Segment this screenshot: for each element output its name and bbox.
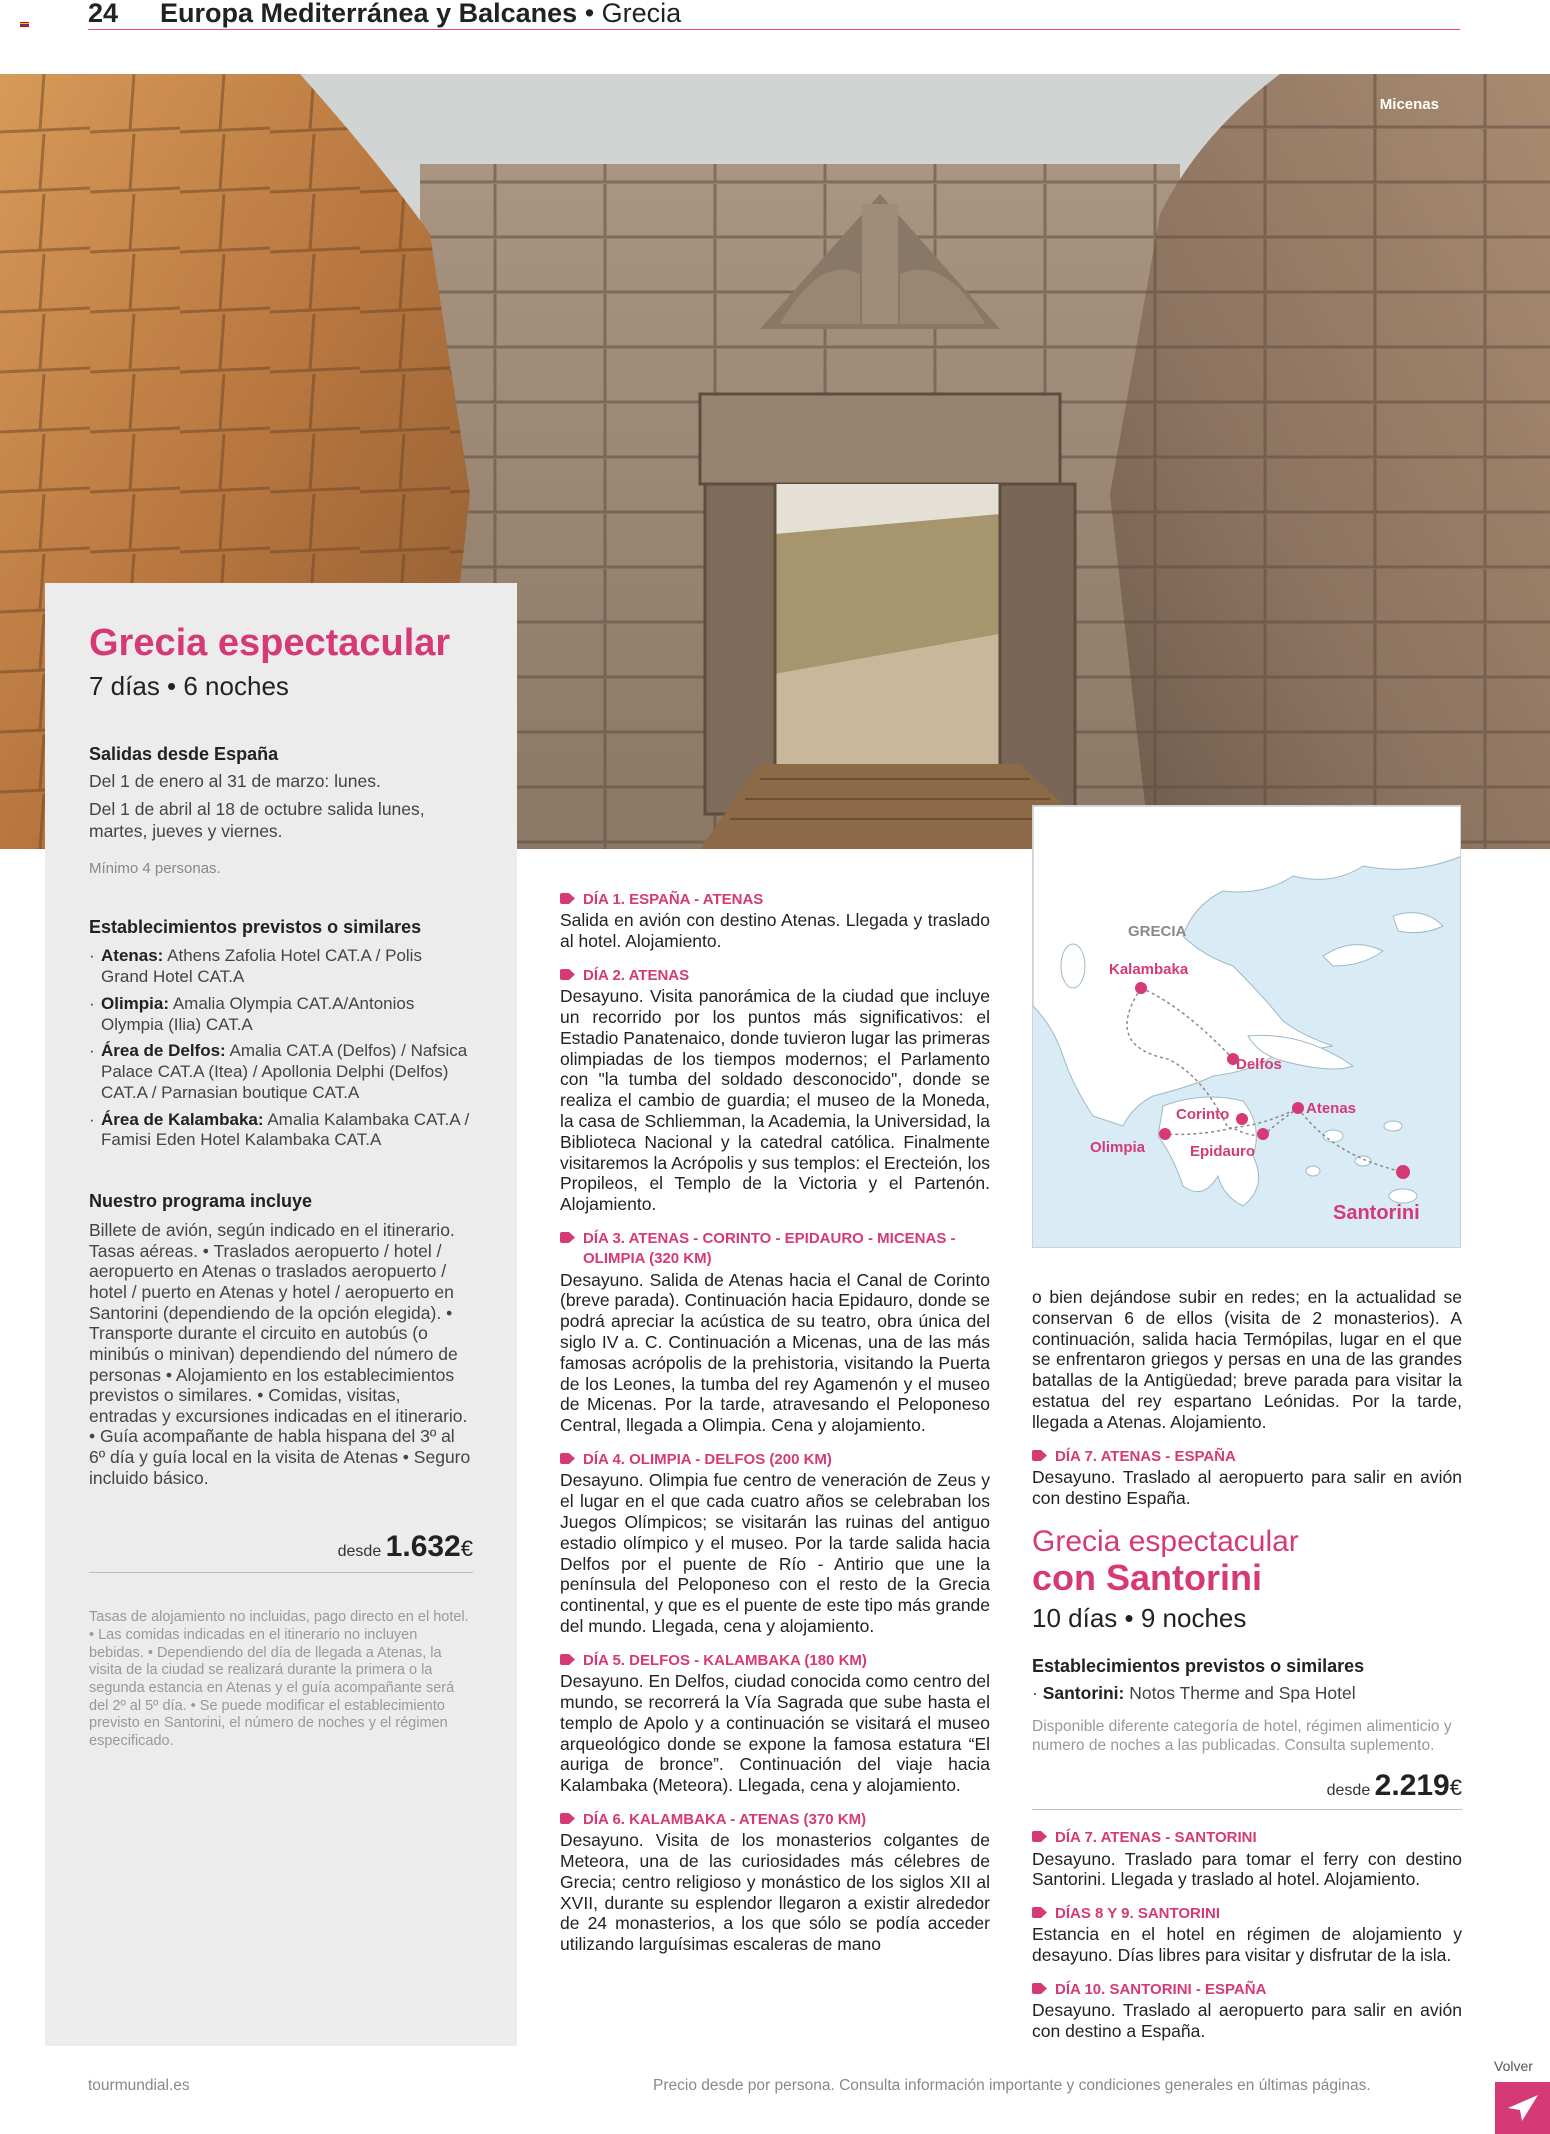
day-heading-text: DÍA 6. KALAMBAKA - ATENAS (370 KM) bbox=[583, 1810, 867, 1828]
day-heading bbox=[560, 966, 990, 986]
header-region: Europa Mediterránea y Balcanes bbox=[160, 0, 578, 28]
back-label[interactable]: Volver bbox=[1494, 2058, 1533, 2074]
hotel-place: Santorini: bbox=[1042, 1683, 1125, 1704]
day-arrow-icon bbox=[560, 892, 575, 905]
program-text: Billete de avión, según indicado en el itinerario. Tasas aéreas. • Traslados aeropuerto / hotel / aeropuerto en Atenas o traslados aeropuerto / hotel / puerto en Atenas y hotel / aeropuerto en Santorini (dependiendo de la opción elegida). • Transporte durante el circuito en autobús (o minibús o minivan) dependiendo del número de personas • Alojamiento en los establecimientos previstos o similares. • Comidas, visitas, entradas y excursiones indicadas en el itinerario. • Guía acompañante de habla hispana del 3º al 6º día y guía local en la visita de Atenas • Seguro incluido básico. bbox=[89, 1220, 471, 1488]
footer-disclaimer: Precio desde por persona. Consulta información importante y condiciones generales en últimas páginas. bbox=[653, 2077, 1371, 2094]
departure-line: Del 1 de abril al 18 de octubre salida lunes, martes, jueves y viernes. bbox=[89, 798, 425, 841]
day-arrow-icon bbox=[1032, 1449, 1047, 1462]
hero-caption: Micenas bbox=[1379, 96, 1439, 113]
variant-duration: 10 días • 9 noches bbox=[1032, 1603, 1247, 1634]
right-column bbox=[1032, 1287, 1462, 2042]
price-value: 2.219 bbox=[1374, 1769, 1450, 1803]
price-prefix: desde bbox=[337, 1543, 382, 1561]
day-heading bbox=[560, 1810, 990, 1830]
day-heading-text: DÍA 2. ATENAS bbox=[583, 966, 690, 984]
day-text: Desayuno. Salida de Atenas hacia el Canal de Corinto (breve parada). Continuación hacia Epidauro, donde se podrá apreciar la acústica de su teatro, obra única del siglo IV a. C. Continuación a Micenas, una de las más famosas acrópolis de la prehistoria, visitando la Puerta de los Leones, la tumba del rey Agamenón y el museo de Micenas. Por la tarde, atravesando el Peloponeso Central, llegada a Olimpia. Cena y alojamiento. bbox=[560, 1269, 991, 1436]
price-value: 1.632 bbox=[385, 1530, 461, 1564]
back-arrow-icon bbox=[1506, 2093, 1540, 2123]
day-arrow-icon bbox=[560, 1231, 575, 1244]
day-heading bbox=[560, 1651, 990, 1671]
day-text: Desayuno. Traslado para tomar el ferry con destino Santorini. Llegada y traslado al hotel. Alojamiento. bbox=[1032, 1848, 1462, 1890]
hotel-names: Notos Therme and Spa Hotel bbox=[1129, 1683, 1356, 1704]
day-text: Desayuno. Visita panorámica de la ciudad que incluye un recorrido por los puntos más significativos: el Estadio Panatenaico, donde tuvieron lugar las primeras olimpiadas de los tiempos modernos; el Parlamento con "la tumba del soldado desconocido", donde se realiza el cambio de guardia; el museo de la Moneda, la casa de Schliemman, la Academia, la Universidad, la Biblioteca Nacional y la catedral católica. Finalmente visitaremos la Acrópolis y sus templos: el Erecteión, los Propileos, el Templo de la Victoria y el Partenón. Alojamiento. bbox=[560, 986, 990, 1215]
hotel-place: Área de Kalambaka: bbox=[101, 1109, 264, 1129]
hotel-place: Área de Delfos: bbox=[101, 1041, 226, 1061]
map-city-label: Delfos bbox=[1236, 1056, 1282, 1073]
hotel-names: Amalia CAT.A (Delfos) / Nafsica Palace CAT.A (Itea) / Apollonia Delphi (Delfos) CAT.A / Parnasian boutique CAT.A bbox=[101, 1041, 468, 1102]
page-header bbox=[88, 0, 1460, 30]
hotel-names: Amalia Kalambaka CAT.A / Famisi Eden Hotel Kalambaka CAT.A bbox=[101, 1109, 470, 1150]
page-header-title bbox=[160, 0, 681, 29]
day-heading bbox=[1032, 1828, 1462, 1848]
day-heading-text: DÍA 3. ATENAS - CORINTO - EPIDAURO - MICENAS - OLIMPIA (320 KM) bbox=[583, 1230, 956, 1268]
minimum-persons: Mínimo 4 personas. bbox=[89, 860, 221, 878]
map-city-label: Epidauro bbox=[1190, 1143, 1256, 1160]
price-currency: € bbox=[1449, 1775, 1462, 1801]
route-map bbox=[1032, 805, 1461, 1248]
variant-price-block bbox=[1032, 1769, 1462, 1810]
day-heading-text: DÍA 10. SANTORINI - ESPAÑA bbox=[1055, 1981, 1267, 1999]
hotel-place: Olimpia: bbox=[101, 993, 170, 1013]
itinerary-column bbox=[560, 890, 990, 1955]
conditions-note: Tasas de alojamiento no incluidas, pago directo en el hotel. • Las comidas indicadas en el itinerario no incluyen bebidas. • Dependiendo del día de llegada a Atenas, la visita de la ciudad se realizará durante la primera o la segunda estancia en Atenas y el guía acompañante será del 2º al 5º día. • Se puede modificar el establecimiento previsto en Santorini, el número de noches y el régimen especificado. bbox=[89, 1609, 469, 1750]
day-arrow-icon bbox=[1032, 1982, 1047, 1995]
day-heading-text: DÍA 4. OLIMPIA - DELFOS (200 KM) bbox=[583, 1451, 832, 1469]
hotels-list bbox=[89, 946, 473, 1151]
hotels-heading: Establecimientos previstos o similares bbox=[89, 917, 422, 938]
day-arrow-icon bbox=[560, 968, 575, 981]
day-heading bbox=[560, 890, 990, 910]
day-text: Desayuno. Traslado al aeropuerto para salir en avión con destino a España. bbox=[1032, 2000, 1462, 2042]
day-heading bbox=[1032, 1904, 1462, 1924]
price-currency: € bbox=[460, 1536, 473, 1562]
day-text: Estancia en el hotel en régimen de alojamiento y desayuno. Días libres para visitar y disfrutar de la isla. bbox=[1032, 1924, 1462, 1966]
day-text: Desayuno. Traslado al aeropuerto para salir en avión con destino España. bbox=[1032, 1466, 1462, 1508]
back-button[interactable] bbox=[1495, 2082, 1550, 2134]
header-country: Grecia bbox=[601, 0, 682, 28]
price-block bbox=[89, 1530, 473, 1573]
variant-hotels-heading: Establecimientos previstos o similares bbox=[1032, 1656, 1365, 1677]
variant-title-bold: con Santorini bbox=[1032, 1556, 1263, 1598]
day-text: o bien dejándose subir en redes; en la actualidad se conservan 6 de ellos (visita de 2 monasterios). A continuación, salida hacia Termópilas, lugar en el que se enfrentaron griegos y persas en una de las grandes batallas de la Antigüedad; breve parada para visitar la estatua del rey espartano Leónidas. Por la tarde, llegada a Atenas. Alojamiento. bbox=[1032, 1287, 1462, 1432]
header-separator: • bbox=[584, 0, 595, 28]
map-city-label: Atenas bbox=[1306, 1100, 1357, 1117]
tour-duration: 7 días • 6 noches bbox=[89, 670, 289, 701]
day-arrow-icon bbox=[560, 1452, 575, 1465]
hotel-item bbox=[89, 994, 473, 1035]
day-heading bbox=[560, 1229, 990, 1270]
day-heading-text: DÍA 1. ESPAÑA - ATENAS bbox=[583, 891, 764, 908]
day-arrow-icon bbox=[1032, 1906, 1047, 1919]
day-text: Desayuno. Olimpia fue centro de veneración de Zeus y el lugar en el que cada cuatro años se celebraban los Juegos Olímpicos; se visitarán las ruinas del antiguo estadio olímpico y el museo. Por la tarde salida hacia Delfos por el puente de Río - Antirio que une la península del Peloponeso con el resto de la Grecia continental, y que es el puente de este tipo más grande del mundo. Llegada, cena y alojamiento. bbox=[560, 1470, 991, 1636]
departure-line: Del 1 de enero al 31 de marzo: lunes. bbox=[89, 770, 381, 791]
day-text: Salida en avión con destino Atenas. Llegada y traslado al hotel. Alojamiento. bbox=[560, 910, 990, 952]
day-text: Desayuno. En Delfos, ciudad conocida como centro del mundo, se recorrerá la Vía Sagrada que sube hasta el templo de Apolo y a continuación se visitará el museo arqueológico donde se expone la famosa estatura “El auriga de bronce”. Continuación del viaje hacia Kalambaka (Meteora). Llegada, cena y alojamiento. bbox=[560, 1671, 990, 1796]
hotel-item bbox=[89, 1041, 473, 1103]
day-heading bbox=[1032, 1980, 1462, 2000]
day-heading-text: DÍA 5. DELFOS - KALAMBAKA (180 KM) bbox=[583, 1651, 867, 1669]
page-number: 24 bbox=[88, 0, 119, 28]
map-city-label: Olimpia bbox=[1090, 1139, 1146, 1156]
language-flag-icon[interactable] bbox=[20, 22, 29, 27]
map-city-label: Corinto bbox=[1176, 1106, 1230, 1123]
price-prefix: desde bbox=[1326, 1782, 1371, 1800]
hotel-names: Athens Zafolia Hotel CAT.A / Polis Grand Hotel CAT.A bbox=[101, 946, 422, 987]
day-heading-text: DÍA 7. ATENAS - SANTORINI bbox=[1055, 1829, 1257, 1847]
map-country-label: GRECIA bbox=[1128, 923, 1187, 940]
map-city-label: Kalambaka bbox=[1109, 961, 1189, 978]
hotel-place: Atenas: bbox=[101, 946, 164, 966]
day-heading bbox=[560, 1450, 990, 1470]
greece-map-graphic bbox=[1033, 806, 1461, 1248]
program-heading: Nuestro programa incluye bbox=[89, 1191, 313, 1212]
hotel-names: Amalia Olympia CAT.A/Antonios Olympia (Ilia) CAT.A bbox=[101, 993, 415, 1034]
hotel-item bbox=[89, 946, 473, 987]
hotel-item bbox=[89, 1110, 473, 1151]
departures-heading: Salidas desde España bbox=[89, 743, 279, 764]
tour-info-box bbox=[45, 583, 517, 2046]
website-link[interactable]: tourmundial.es bbox=[88, 2077, 190, 2094]
day-heading-text: DÍA 7. ATENAS - ESPAÑA bbox=[1055, 1447, 1236, 1465]
variant-hotel-item: · Santorini: Notos Therme and Spa Hotel bbox=[1032, 1683, 1356, 1704]
day-arrow-icon bbox=[1032, 1830, 1047, 1843]
day-heading bbox=[1032, 1447, 1462, 1467]
day-text: Desayuno. Visita de los monasterios colgantes de Meteora, una de las curiosidades más célebres de Grecia; centro religioso y monástico de los siglos XII al XVII, durante su esplendor llegaron a existir alrededor de 24 monasterios, a los que sólo se podía acceder utilizando larguísimas escaleras de mano bbox=[560, 1830, 990, 1955]
variant-note: Disponible diferente categoría de hotel, régimen alimenticio y numero de noches a las publicadas. Consulta suplemento. bbox=[1032, 1718, 1452, 1754]
day-heading-text: DÍAS 8 Y 9. SANTORINI bbox=[1055, 1905, 1221, 1923]
day-arrow-icon bbox=[560, 1653, 575, 1666]
map-city-label: Santorini bbox=[1333, 1202, 1420, 1224]
day-arrow-icon bbox=[560, 1812, 575, 1825]
variant-title: Grecia espectacular bbox=[1032, 1524, 1299, 1558]
tour-title: Grecia espectacular bbox=[89, 622, 451, 664]
